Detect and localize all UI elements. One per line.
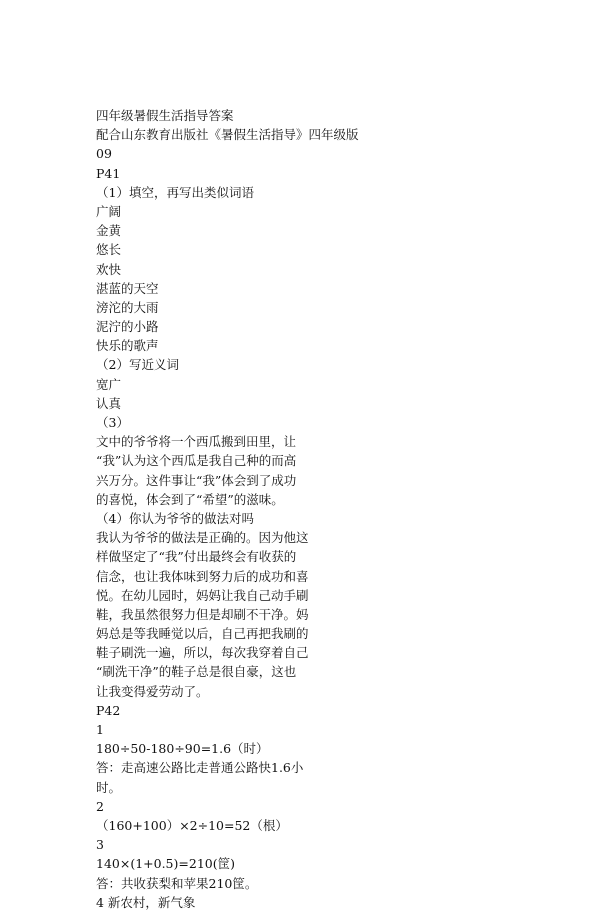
- paragraph-line: 文中的爷爷将一个西瓜搬到田里，让: [96, 434, 297, 450]
- paragraph-line: 兴万分。这件事让“我”体会到了成功: [96, 472, 297, 488]
- problem-heading: 4 新农村，新气象: [96, 894, 196, 910]
- problem-number: 3: [96, 837, 104, 853]
- answer-line: 宽广: [96, 376, 122, 392]
- paragraph-line: 鞋，我虽然很努力但是却刷不干净。妈: [96, 606, 309, 622]
- answer-line: 认真: [96, 395, 122, 411]
- answer-line: 欢快: [96, 261, 122, 277]
- paragraph-line: 悦。在幼儿园时，妈妈让我自己动手刷: [96, 587, 309, 603]
- answer-line: 泥泞的小路: [96, 319, 159, 335]
- answer-line: 答：共收获梨和苹果210筐。: [96, 875, 258, 891]
- math-line: 180÷50-180÷90=1.6（时）: [96, 741, 269, 757]
- paragraph-line: 让我变得爱劳动了。: [96, 683, 209, 699]
- question-heading: （2）写近义词: [96, 357, 179, 373]
- document-body: [96, 106, 386, 912]
- paragraph-line: 的喜悦，体会到了“希望”的滋味。: [96, 491, 284, 507]
- publisher-note: 配合山东教育出版社《暑假生活指导》四年级版: [96, 127, 359, 143]
- answer-line: 湛蓝的天空: [96, 280, 159, 296]
- answer-line: 滂沱的大雨: [96, 299, 159, 315]
- paragraph-line: 妈总是等我睡觉以后，自己再把我刷的: [96, 626, 309, 642]
- document-line: 09: [96, 146, 112, 162]
- paragraph-line: 样做坚定了“我”付出最终会有收获的: [96, 549, 297, 565]
- paragraph-line: “我”认为这个西瓜是我自己种的而高: [96, 453, 297, 469]
- problem-number: 2: [96, 798, 104, 814]
- question-heading: （4）你认为爷爷的做法对吗: [96, 510, 254, 526]
- paragraph-line: 我认为爷爷的做法是正确的。因为他这: [96, 530, 309, 546]
- document-title: 四年级暑假生活指导答案: [96, 108, 234, 123]
- paragraph-line: 鞋子刷洗一遍，所以，每次我穿着自己: [96, 645, 309, 661]
- answer-line: 快乐的歌声: [96, 338, 159, 354]
- answer-line: 时。: [96, 779, 122, 795]
- paragraph-line: “刷洗干净”的鞋子总是很自豪，这也: [96, 664, 297, 680]
- math-line: （160+100）×2÷10=52（根）: [96, 817, 288, 833]
- question-heading: （3）: [96, 415, 129, 430]
- page-heading-p41: P41: [96, 165, 121, 181]
- problem-number: 1: [96, 722, 104, 737]
- page-heading-p42: P42: [96, 702, 121, 718]
- answer-line: 金黄: [96, 223, 122, 239]
- answer-line: 悠长: [96, 242, 122, 258]
- math-line: 140×(1+0.5)=210(筐): [96, 856, 235, 872]
- paragraph-line: 信念，也让我体味到努力后的成功和喜: [96, 568, 309, 584]
- question-heading: （1）填空，再写出类似词语: [96, 184, 254, 200]
- answer-line: 广阔: [96, 203, 122, 219]
- answer-line: 答：走高速公路比走普通公路快1.6小: [96, 760, 304, 776]
